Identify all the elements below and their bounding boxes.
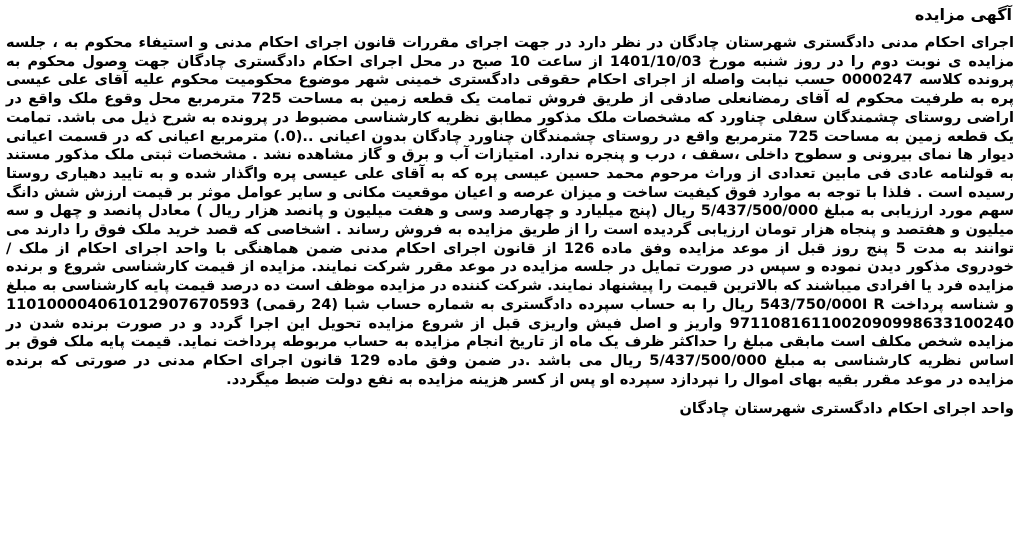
notice-signature: واحد اجرای احکام دادگستری شهرستان چادگان	[679, 400, 1014, 418]
auction-notice	[6, 4, 1014, 419]
notice-body: اجرای احکام مدنی دادگستری شهرستان چادگان در نظر دارد در جهت اجرای مقررات قانون اجرای احکام مدنی و استیفاء محکوم به ، جلسه مزایده ی نوبت دوم را در روز شنبه مورخ 1401/10/03 از ساعت 10 صبح در محل اجرای احکام دادگستری چادگان جهت وصول محکوم به پرونده کلاسه 0000247 حسب نیابت واصله از اجرای احکام حقوقی دادگستری خمینی شهر موضوع محکومیت محکوم علیه آقای علی عیسی پره به طرفیت محکوم له آقای رمضانعلی صادقی از طریق فروش تمامت یک قطعه زمین به مساحت 725 مترمربع محل وقوع ملک واقع در اراضی روستای چشمندگان سفلی چناورد که مشخصات ملک مذکور مطابق نظریه کارشناسی مضبوط در پرونده به شرح ذیل می باشد. تمامت یک قطعه زمین به مساحت 725 مترمربع واقع در روستای چشمندگان چناورد چادگان بدون اعیانی ..(0.) مترمربع اعیانی که در قسمت اعیانی دیوار ها نمای بیرونی و سطوح داخلی ،سقف ، درب و پنجره ندارد. امتیازات آب و برق و گاز مشاهده نشد . مشخصات ثبتی ملک مذکور مستند به قولنامه عادی فی مابین تعدادی از وراث مرحوم محمد حسین عیسی پره که به آقای علی عیسی پره واگذار شده و به تایید دهیاری روستا رسیده است . فلذا با توجه به موارد فوق کیفیت ساخت و میزان عرصه و اعیان موقعیت مکانی و سایر عوامل موثر بر قیمت ارزش شش دانگ سهم مورد ارزیابی به مبلغ 5/437/500/000 ریال (پنج میلیارد و چهارصد وسی و هفت میلیون و پانصد هزار ریال ) معادل پانصد و چهل و سه میلیون و هفتصد و پنجاه هزار تومان ارزیابی گردیده است را از طریق مزایده به فروش رساند . اشخاصی که قصد خرید ملک فوق را دارند می توانند به مدت 5 پنج روز قبل از موعد مزایده وفق ماده 126 از قانون اجرای احکام مدنی ضمن هماهنگی با واحد اجرای احکام از ملک / خودروی مذکور دیدن نموده و سپس در صورت تمایل در جلسه مزایده در موعد مقرر شرکت نمایند. مزایده از قیمت کارشناسی شروع و برنده مزایده فرد یا افرادی میباشند که بالاترین قیمت را پیشنهاد نمایند. شرکت کننده در مزایده موظف است ده درصد قیمت پایه کارشناسی به مبلغ و شناسه پرداخت 543/750/000I R ریال را به حساب سپرده دادگستری به شماره حساب شبا (24 رقمی) 110100004061012907670593 9711081611002090998633100240 واریز و اصل فیش واریزی قبل از شروع مزایده تحویل این اجرا گردد و در صورت برنده شدن در مزایده شخص مکلف است مابقی مبلغ را حداکثر ظرف یک ماه از تاریخ انجام مزایده به حساب مربوطه پرداخت نماید. قیمت پایه ملک فوق بر اساس نظریه کارشناسی به مبلغ 5/437/500/000 ریال می باشد .در ضمن وفق ماده 129 قانون اجرای احکام مدنی در صورتی که برنده مزایده در موعد مقرر بقیه بهای اموال را نپردازد سپرده او پس از کسر هزینه مزایده به نفع دولت ضبط میگردد.	[6, 34, 1015, 388]
notice-title: آگهی مزایده	[914, 5, 1012, 24]
